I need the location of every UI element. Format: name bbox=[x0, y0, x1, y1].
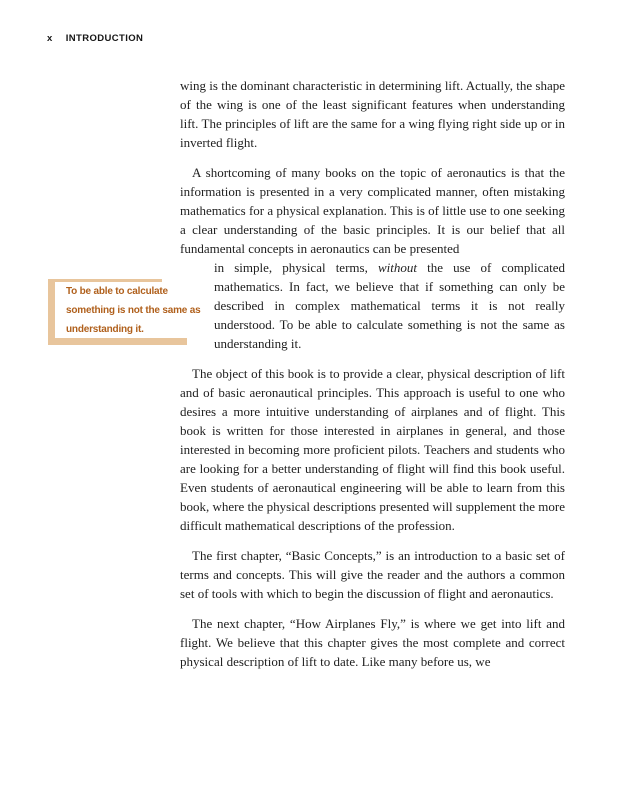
paragraph-1: wing is the dominant characteristic in determining lift. Actually, the shape of the wing is one of the least significant features when understanding lift. The principles of lift are the same for a wing flying right side up or in inverted flight. bbox=[180, 78, 565, 150]
paragraph-2-indented-continuation bbox=[214, 258, 565, 353]
page-number: x bbox=[47, 33, 53, 44]
pull-quote-frame-left bbox=[48, 279, 55, 345]
pull-quote-frame-bottom bbox=[48, 338, 187, 345]
paragraph-5: The next chapter, “How Airplanes Fly,” is where we get into lift and flight. We believe that this chapter gives the most complete and correct physical description of lift to date. Like many before us, we bbox=[180, 616, 565, 669]
body-text-column bbox=[180, 76, 565, 671]
running-header bbox=[47, 33, 143, 44]
pull-quote: To be able to calculate something is not the same as understanding it. bbox=[66, 286, 201, 335]
running-head-title: INTRODUCTION bbox=[65, 33, 144, 44]
paragraph-2: A shortcoming of many books on the topic of aeronautics is that the information is presented in a very complicated manner, often mistaking mathematics for a physical explanation. This is of little use to one seeking a clear understanding of the basic principles. It is our belief that all fundamental concepts in aeronautics can be presented bbox=[180, 165, 565, 256]
paragraph-3: The object of this book is to provide a clear, physical description of lift and of basic aeronautical principles. This approach is useful to one who desires a more intuitive understanding of airplanes and of flight. This book is written for those interested in airplanes in general, and those interested in becoming more proficient pilots. Teachers and students who are looking for a better understanding of flight will find this book useful. Even students of aeronautical engineering will be able to learn from this book, where the physical descriptions presented will supplement the more difficult mathematical descriptions of the profession. bbox=[180, 366, 565, 533]
paragraph-2-text: in simple, physical terms, bbox=[214, 260, 378, 275]
paragraph-4: The first chapter, “Basic Concepts,” is an introduction to a basic set of terms and concepts. This will give the reader and the authors a common set of tools with which to begin the discussion of flight and aeronautics. bbox=[180, 548, 565, 601]
paragraph-2-text-cont: the use of complicated mathematics. In fact, we believe that if something can only be described in complex mathematical terms it is not really understood. To be able to calculate something is not the same as understanding it. bbox=[214, 260, 565, 351]
italic-word: without bbox=[377, 260, 417, 275]
